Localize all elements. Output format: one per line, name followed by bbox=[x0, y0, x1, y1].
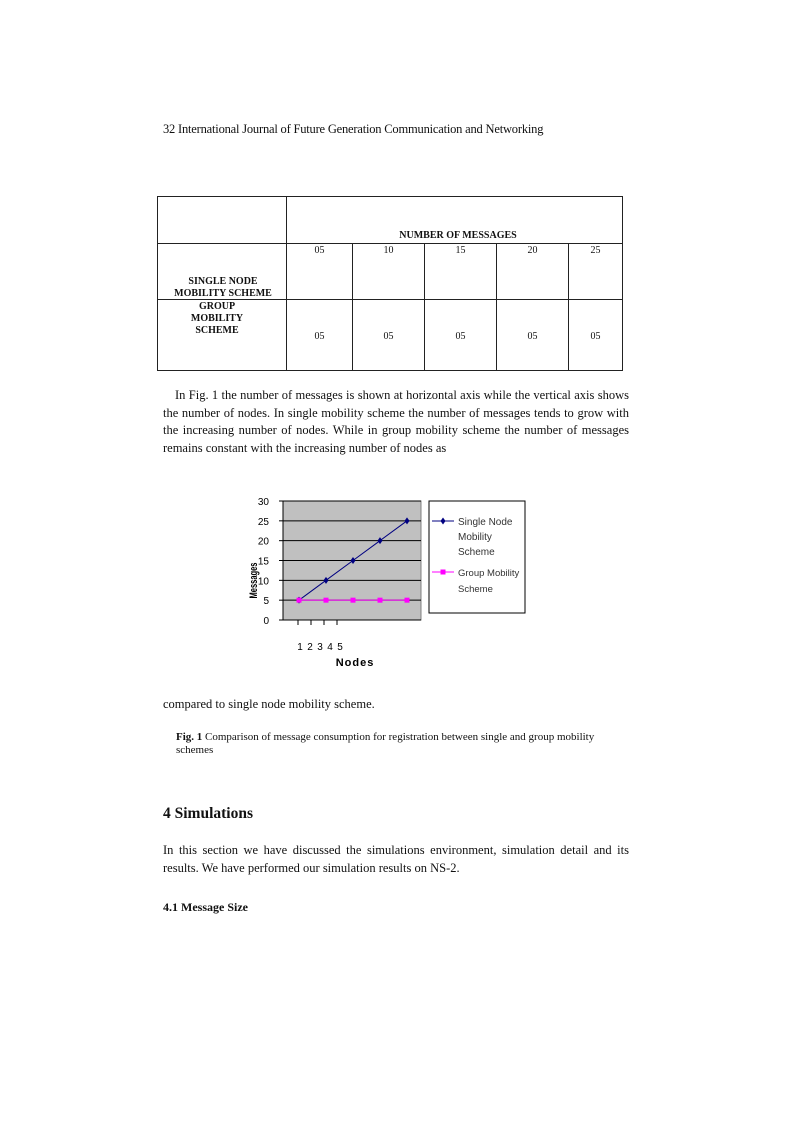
table-cell: 20 bbox=[527, 245, 538, 256]
running-header: 32 International Journal of Future Generation Communication and Networking bbox=[163, 122, 544, 136]
data-point bbox=[378, 598, 383, 603]
y-tick-label: 30 bbox=[257, 497, 269, 508]
table-cell: 05 bbox=[527, 331, 538, 342]
paragraph-1-text: In Fig. 1 the number of messages is shown at horizontal axis while the vertical axis shows the number of nodes. In single mobility scheme the number of messages tends to grow with the increasing number of nodes. While in group mobility scheme the number of messages remains constant with the increasing number of nodes as bbox=[163, 388, 629, 455]
chart-svg bbox=[240, 490, 540, 675]
x-tick-label: 5 bbox=[337, 642, 343, 653]
figure-1-chart bbox=[240, 490, 540, 675]
data-point bbox=[405, 598, 410, 603]
y-tick-label: 15 bbox=[257, 556, 269, 568]
paragraph-2: compared to single node mobility scheme. bbox=[163, 697, 375, 711]
section-body: In this section we have discussed the simulations environment, simulation detail and its results. We have performed our simulation results on NS-2. bbox=[163, 843, 629, 875]
y-tick-label: 0 bbox=[263, 616, 269, 627]
table-cell: 15 bbox=[455, 245, 466, 256]
legend-label: Group Mobility Scheme bbox=[458, 568, 520, 595]
figure-label: Fig. 1 bbox=[176, 731, 203, 743]
table-cell: 05 bbox=[455, 331, 466, 342]
legend-marker bbox=[441, 570, 446, 575]
figure-caption-text: Comparison of message consumption for registration between single and group mobility schemes bbox=[176, 731, 595, 756]
x-axis-label: Nodes bbox=[335, 657, 375, 669]
table-cell: 05 bbox=[314, 331, 325, 342]
messages-table bbox=[157, 196, 623, 371]
x-tick-label: 3 bbox=[317, 642, 323, 653]
table-cell: 05 bbox=[314, 245, 325, 256]
table-cell: 05 bbox=[590, 331, 601, 342]
x-tick-label: 4 bbox=[327, 642, 333, 653]
figure-caption bbox=[176, 731, 616, 757]
subsection-title: 4.1 Message Size bbox=[163, 900, 248, 914]
row-label-group: GROUP MOBILITY SCHEME bbox=[190, 301, 244, 336]
data-point bbox=[351, 598, 356, 603]
row-label-single: SINGLE NODE MOBILITY SCHEME bbox=[174, 276, 272, 299]
y-axis-label: Messages bbox=[248, 545, 260, 599]
y-tick-label: 10 bbox=[257, 576, 269, 588]
y-tick-label: 25 bbox=[257, 516, 269, 528]
table-cell: 10 bbox=[383, 245, 394, 256]
paragraph-1 bbox=[163, 387, 629, 457]
y-tick-label: 5 bbox=[263, 596, 269, 608]
x-tick-label: 1 bbox=[297, 642, 303, 653]
legend-label: Single Node Mobility Scheme bbox=[458, 517, 513, 558]
section-title: 4 Simulations bbox=[163, 805, 254, 822]
table-cell: 25 bbox=[590, 245, 601, 256]
table-title: NUMBER OF MESSAGES bbox=[399, 230, 517, 241]
data-point bbox=[297, 598, 302, 603]
table-cell: 05 bbox=[383, 331, 394, 342]
data-point bbox=[324, 598, 329, 603]
x-tick-label: 2 bbox=[307, 642, 313, 653]
y-tick-label: 20 bbox=[257, 536, 269, 548]
